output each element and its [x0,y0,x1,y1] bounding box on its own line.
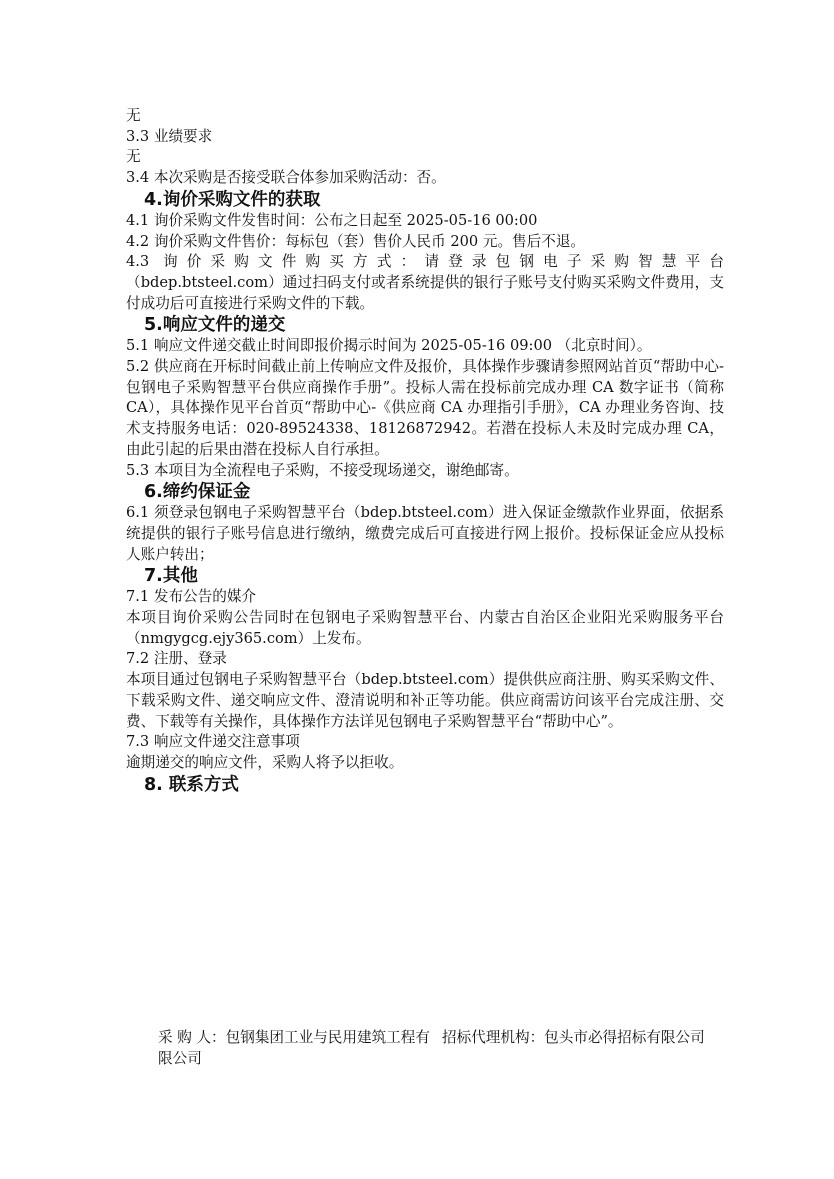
heading-section-8: 8. 联系方式 [144,774,239,795]
heading-section-6: 6.缔约保证金 [144,482,251,503]
agent-contact: 招标代理机构：包头市必得招标有限公司 [442,1029,705,1046]
buyer-contact: 采 购 人：包钢集团工业与民用建筑工程有限公司 [158,1029,430,1067]
section-5-2: 5.2 供应商在开标时间截止前上传响应文件及报价，具体操作步骤请参照网站首页“帮助中心-包钢电子采购智慧平台供应商操作手册”。投标人需在投标前完成办理 CA 数字证书（简称 CA），具体操作见平台首页“帮助中心-《供应商 CA 办理指引手册》，CA 办理业务咨询、技术支持服务电话：020-89524338、18126872942。若潜在投标人未及时完成办理 CA，由此引起的后果由潜在投标人自行承担。 [126,358,724,458]
section-7-1-text: 本项目询价采购公告同时在包钢电子采购智慧平台、内蒙古自治区企业阳光采购服务平台（nmgygcg.ejy365.com）上发布。 [126,609,724,647]
section-6-1: 6.1 须登录包钢电子采购智慧平台（bdep.btsteel.com）进入保证金缴款作业界面，依据系统提供的银行子账号信息进行缴纳，缴费完成后可直接进行网上报价。投标保证金应从投标人账户转出； [126,504,724,563]
heading-section-5: 5.响应文件的递交 [144,315,286,336]
section-4-2: 4.2 询价采购文件售价：每标包（套）售价人民币 200 元。售后不退。 [126,232,586,250]
section-3-4: 3.4 本次采购是否接受联合体参加采购活动：否。 [126,169,446,187]
section-5-1: 5.1 响应文件递交截止时间即报价揭示时间为 2025-05-16 09:00 （北京时间）。 [126,337,652,355]
section-4-3: 4.3 询价采购文件购买方式：请登录包钢电子采购智慧平台 [126,253,724,271]
section-5-3: 5.3 本项目为全流程电子采购，不接受现场递交，谢绝邮寄。 [126,461,519,479]
section-4-1: 4.1 询价采购文件发售时间：公布之日起至 2025-05-16 00:00 [126,211,538,229]
section-3-3-title: 3.3 业绩要求 [126,127,213,145]
section-7-3-text: 逾期递交的响应文件，采购人将予以拒收。 [126,753,404,771]
text-line: 无 [126,107,141,124]
contact-info [158,1028,718,1069]
section-7-1: 7.1 发布公告的媒介 [126,588,257,606]
section-4-3-cont: （bdep.btsteel.com）通过扫码支付或者系统提供的银行子账号支付购买采购文件费用，支付成功后可直接进行采购文件的下载。 [126,273,724,312]
text-line: 无 [126,148,141,166]
section-7-2-text: 本项目通过包钢电子采购智慧平台（bdep.btsteel.com）提供供应商注册、购买采购文件、下载采购文件、递交响应文件、澄清说明和补正等功能。供应商需访问该平台完成注册、交费、下载等有关操作，具体操作方法详见包钢电子采购智慧平台“帮助中心”。 [126,671,724,730]
heading-section-4: 4.询价采购文件的获取 [144,189,321,210]
section-7-3: 7.3 响应文件递交注意事项 [126,733,300,751]
section-7-2: 7.2 注册、登录 [126,650,227,668]
heading-section-7: 7.其他 [144,566,198,587]
document-body [126,106,724,796]
